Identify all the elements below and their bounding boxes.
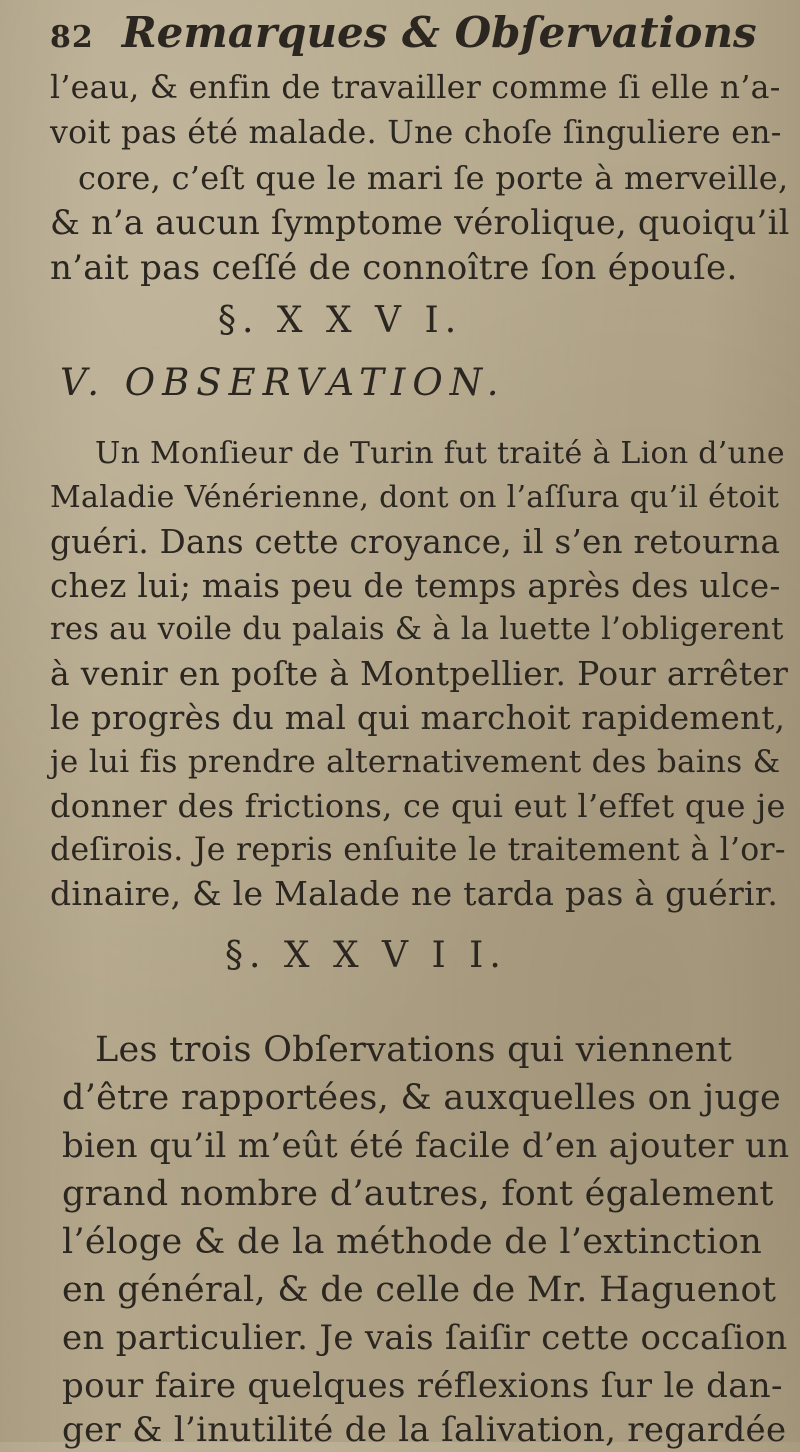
text-line: res au voile du palais & à la luette l’obligerent xyxy=(50,612,784,647)
text-line: en général, & de celle de Mr. Haguenot xyxy=(62,1270,777,1310)
text-line: Les trois Obſervations qui viennent xyxy=(95,1030,733,1070)
text-line: d’être rapportées, & auxquelles on juge xyxy=(62,1078,782,1118)
text-line: à venir en poſte à Montpellier. Pour arrêter xyxy=(50,654,789,693)
text-line: donner des frictions, ce qui eut l’effet que je xyxy=(50,787,786,825)
text-line: guéri. Dans cette croyance, il s’en retourna xyxy=(50,523,781,561)
text-line: Un Monſieur de Turin fut traité à Lion d’une xyxy=(95,436,785,471)
section-mark: §. X X V I. xyxy=(218,300,463,341)
text-line: le progrès du mal qui marchoit rapidement, xyxy=(50,699,786,737)
running-head xyxy=(50,8,770,58)
text-line: en particulier. Je vais ſaiſir cette occaſion xyxy=(62,1318,788,1358)
section-mark: §. X X V I I. xyxy=(225,935,507,976)
text-line: Maladie Vénérienne, dont on l’aſſura qu’il étoit xyxy=(50,480,780,515)
page-number: 82 xyxy=(50,20,94,55)
text-line: pour faire quelques réflexions ſur le dan- xyxy=(62,1366,783,1406)
text-line: je lui fis prendre alternativement des bains & xyxy=(50,744,781,780)
text-line: grand nombre d’autres, font également xyxy=(62,1174,774,1214)
text-line: & n’a aucun ſymptome vérolique, quoiqu’il xyxy=(50,203,790,242)
running-title: Remarques & Obſervations xyxy=(121,8,757,57)
text-line: deſirois. Je repris enſuite le traitement à l’or- xyxy=(50,832,786,868)
text-line: dinaire, & le Malade ne tarda pas à guérir. xyxy=(50,874,779,913)
observation-heading: V. OBSERVATION. xyxy=(60,361,506,404)
text-line: chez lui; mais peu de temps après des ulce- xyxy=(50,567,781,605)
text-line: n’ait pas ceſſé de connoître ſon épouſe. xyxy=(50,248,738,288)
text-line: l’éloge & de la méthode de l’extinction xyxy=(62,1222,763,1262)
text-line: ger & l’inutilité de la ſalivation, regardée xyxy=(62,1410,787,1450)
text-line: core, c’eſt que le mari ſe porte à merveille, xyxy=(78,159,789,197)
text-line: voit pas été malade. Une choſe ſinguliere en- xyxy=(50,115,782,151)
text-line: l’eau, & enfin de travailler comme ſi elle n’a- xyxy=(50,70,781,106)
text-line: bien qu’il m’eût été facile d’en ajouter un xyxy=(62,1126,790,1166)
